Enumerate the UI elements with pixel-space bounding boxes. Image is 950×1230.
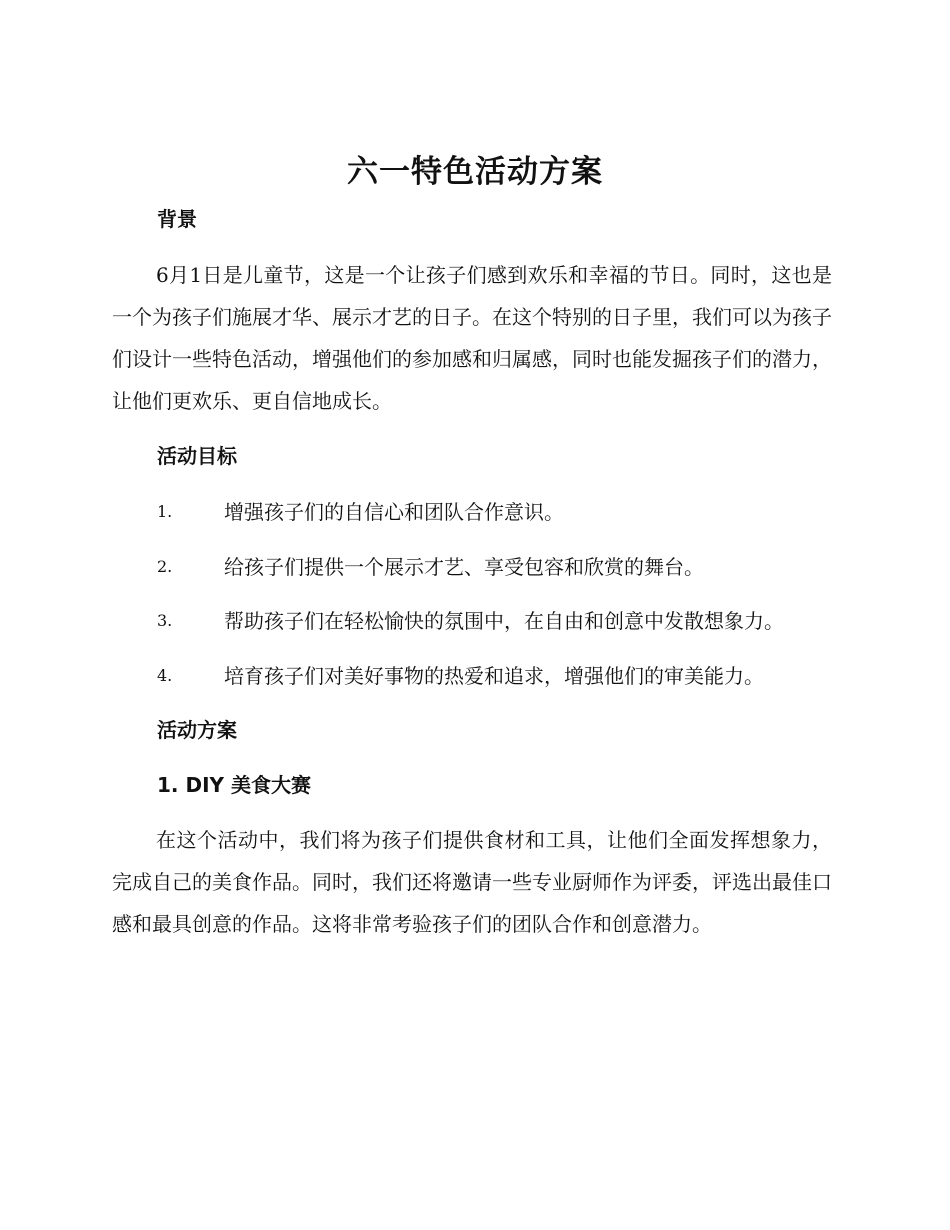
section-heading-plan: 活动方案 <box>157 718 237 742</box>
list-text: 帮助孩子们在轻松愉快的氛围中，在自由和创意中发散想象力。 <box>224 609 784 633</box>
background-paragraph: 6月1日是儿童节，这是一个让孩子们感到欢乐和幸福的节日。同时，这也是一个为孩子们施展才华、展示才艺的日子。在这个特别的日子里，我们可以为孩子们设计一些特色活动，增强他们的参加感和归属感，同时也能发掘孩子们的潜力，让他们更欢乐、更自信地成长。 <box>112 263 832 413</box>
list-number: 1. <box>157 502 173 521</box>
list-text: 增强孩子们的自信心和团队合作意识。 <box>224 500 564 524</box>
list-number: 3. <box>157 611 173 630</box>
goal-list-item <box>157 606 847 636</box>
list-number: 4. <box>157 666 173 685</box>
document-title: 六一特色活动方案 <box>347 154 603 190</box>
goal-list-item <box>157 661 847 691</box>
plan-paragraph: 在这个活动中，我们将为孩子们提供食材和工具，让他们全面发挥想象力，完成自己的美食作品。同时，我们还将邀请一些专业厨师作为评委，评选出最佳口感和最具创意的作品。这将非常考验孩子们的团队合作和创意潜力。 <box>112 828 832 936</box>
list-text: 培育孩子们对美好事物的热爱和追求，增强他们的审美能力。 <box>224 664 764 688</box>
section-heading-goals: 活动目标 <box>157 444 237 468</box>
list-number: 2. <box>157 557 173 576</box>
goal-list-item <box>157 552 847 582</box>
section-heading-background: 背景 <box>157 207 197 231</box>
goal-list-item <box>157 497 847 527</box>
subsection-heading-diy-food: 1. DIY 美食大赛 <box>157 773 311 797</box>
list-text: 给孩子们提供一个展示才艺、享受包容和欣赏的舞台。 <box>224 555 704 579</box>
